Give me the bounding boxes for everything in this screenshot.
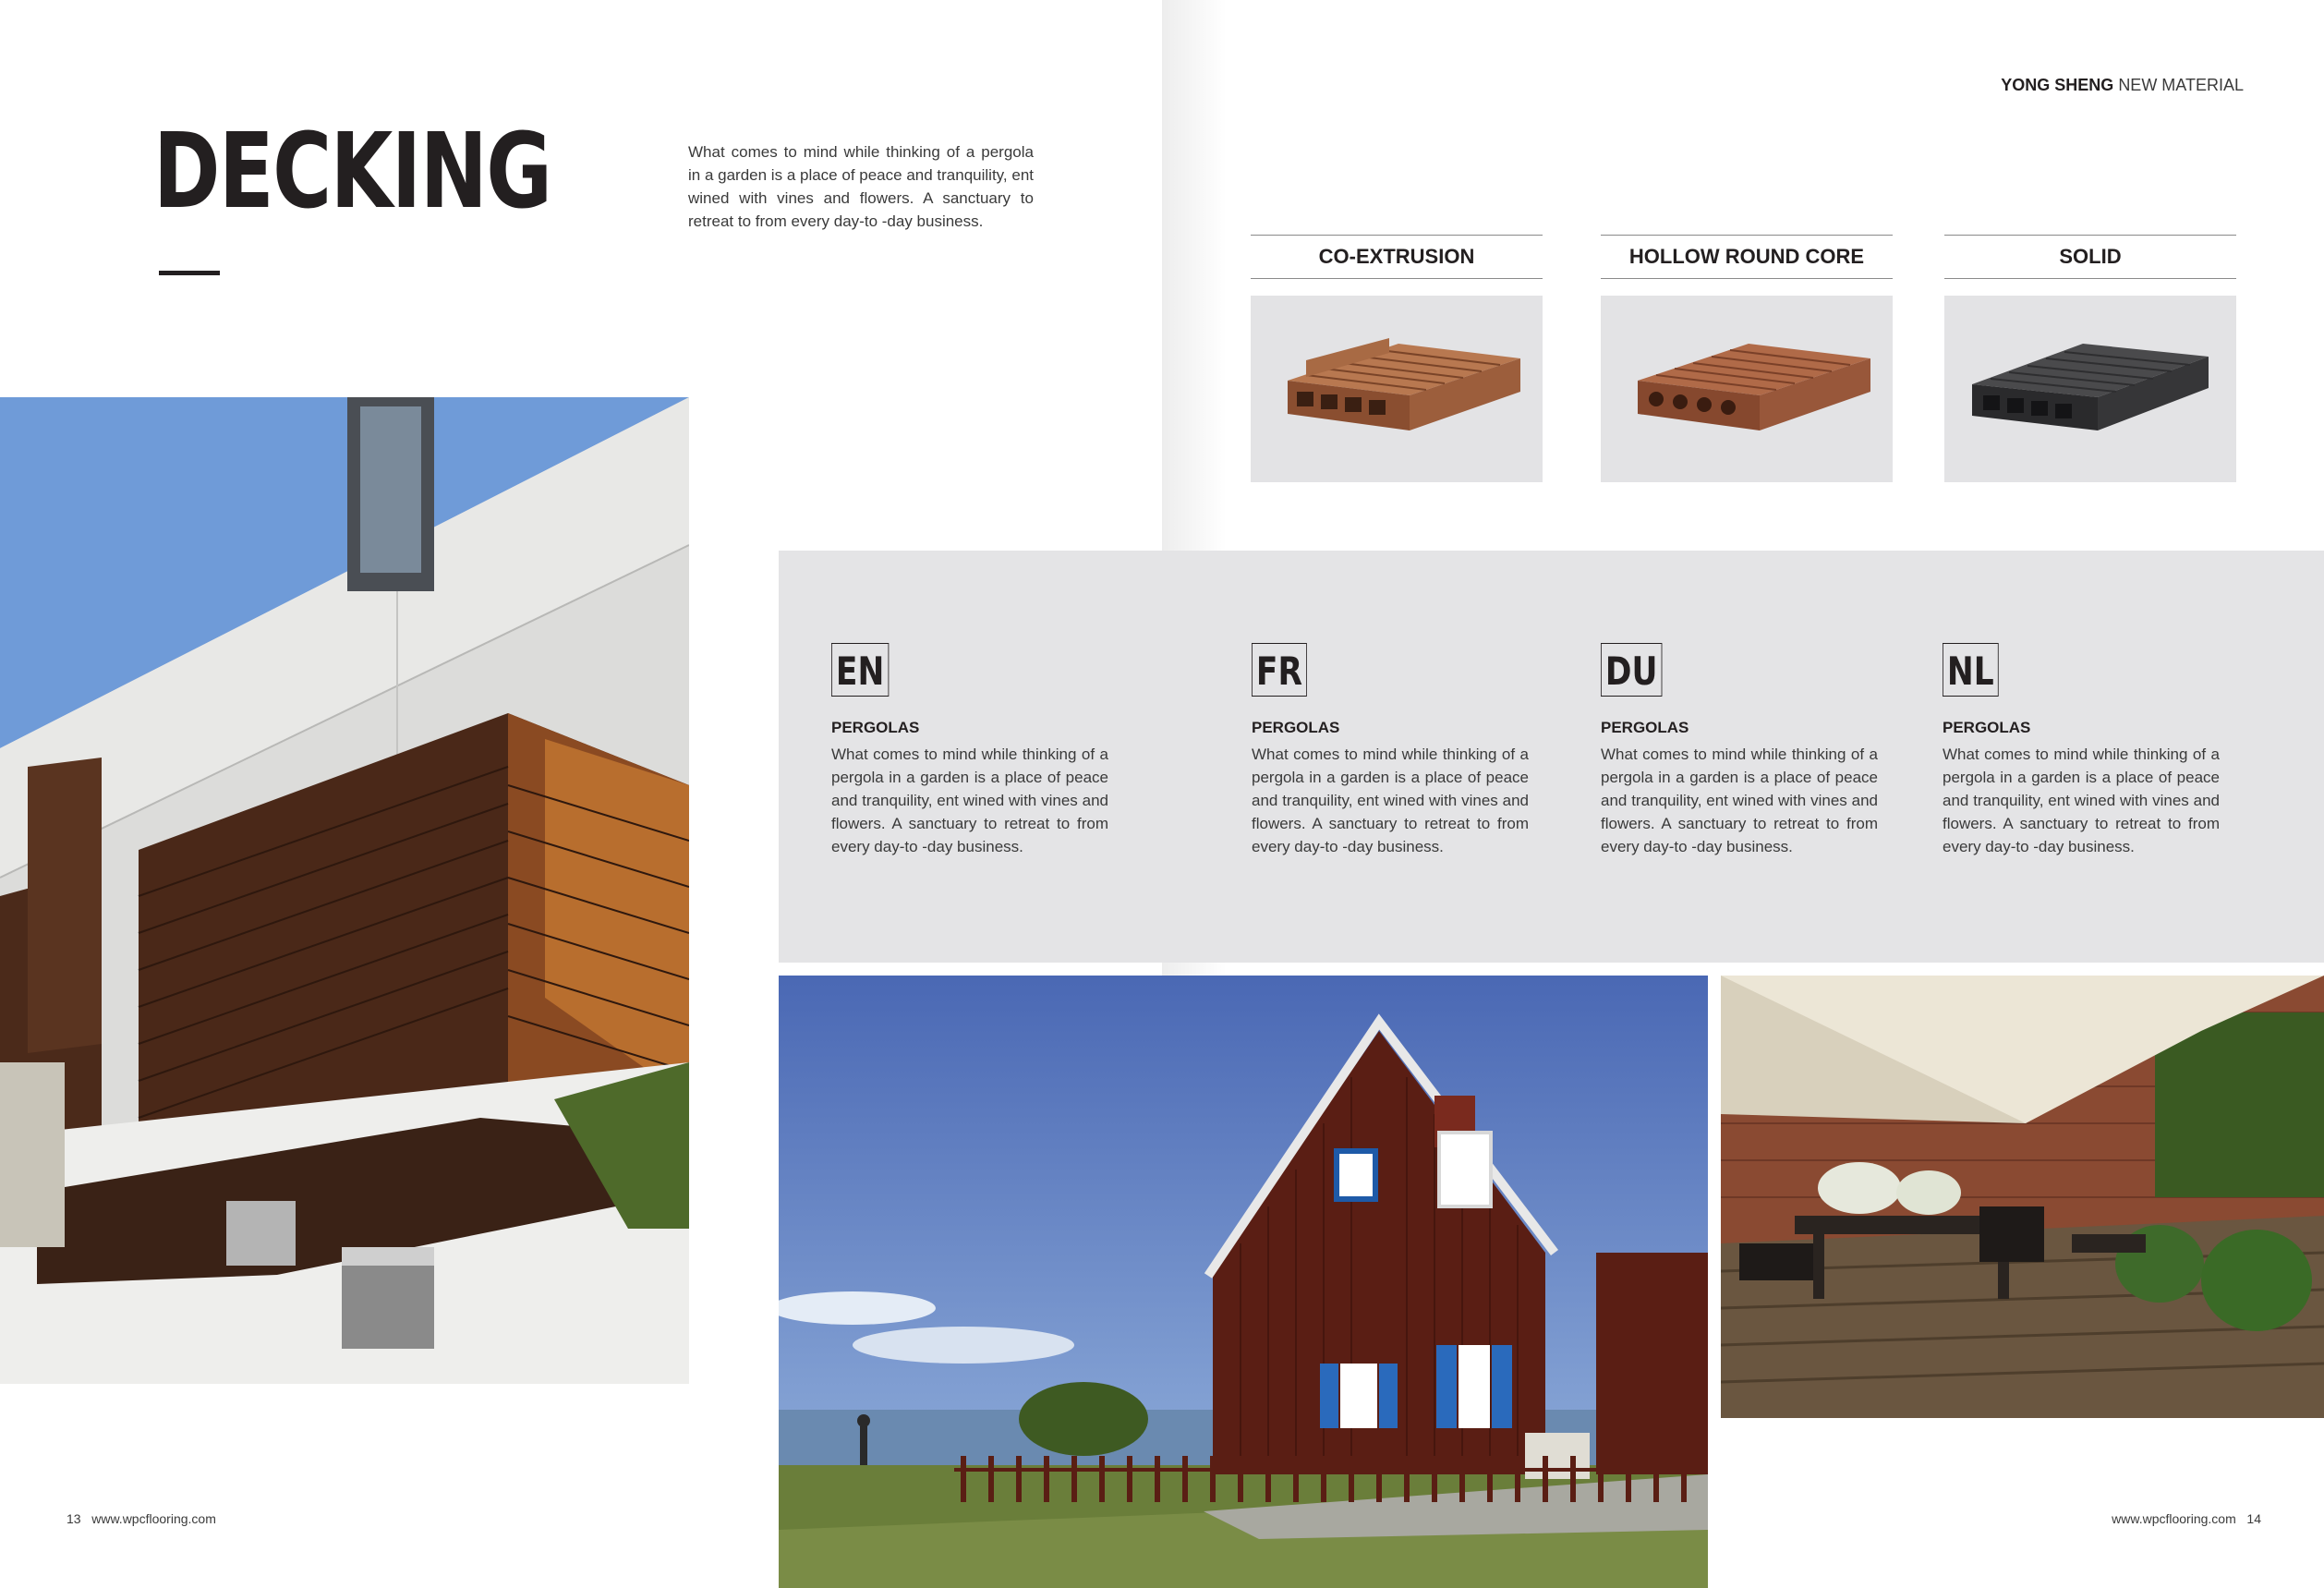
product-card-hollow-round-core [1601, 235, 1893, 482]
language-code-badge: NL [1943, 643, 1999, 697]
language-code-badge: DU [1601, 643, 1662, 697]
product-name: CO-EXTRUSION [1318, 245, 1475, 268]
intro-paragraph: What comes to mind while thinking of a pergola in a garden is a place of peace and tranquility, ent wined with vines and flowers. A sanctuary to retreat to from every day-to -day business. [688, 143, 1034, 230]
language-block-en [831, 643, 1108, 858]
decking-board-illustration [1251, 296, 1543, 482]
language-text: What comes to mind while thinking of a pergola in a garden is a place of peace and tranquility, ent wined with vines and flowers. A sanctuary to retreat to from every day-to -day business. [1601, 746, 1878, 855]
footer-url-right[interactable]: www.wpcflooring.com [2112, 1511, 2236, 1526]
language-heading: PERGOLAS [1252, 719, 1340, 736]
product-rule-bottom [1251, 278, 1543, 279]
product-name: HOLLOW ROUND CORE [1628, 245, 1865, 268]
product-image-solid [1944, 296, 2236, 482]
photo-wooden-house-seaside [779, 976, 1708, 1588]
product-rule-bottom [1944, 278, 2236, 279]
decking-board-illustration [1601, 296, 1893, 482]
product-image-co-extrusion [1251, 296, 1543, 482]
page-number-left: 13 [67, 1511, 81, 1526]
product-name: SOLID [2059, 245, 2122, 268]
photo-patio-courtyard [1721, 976, 2324, 1418]
brand-name-bold: YONG SHENG [2001, 76, 2114, 94]
footer-url-left[interactable]: www.wpcflooring.com [91, 1511, 216, 1526]
page-number-right: 14 [2246, 1511, 2261, 1526]
language-block-du [1601, 643, 1878, 858]
product-image-hollow-round-core [1601, 296, 1893, 482]
language-heading: PERGOLAS [1943, 719, 2031, 736]
language-code-badge: EN [831, 643, 889, 697]
language-text: What comes to mind while thinking of a pergola in a garden is a place of peace and tranquility, ent wined with vines and flowers. A sanctuary to retreat to from every day-to -day business. [831, 746, 1108, 855]
page-title: DECKING [153, 112, 551, 232]
product-card-co-extrusion [1251, 235, 1543, 482]
footer-right [2112, 1511, 2261, 1526]
product-rule-bottom [1601, 278, 1893, 279]
footer-left [67, 1511, 216, 1526]
language-heading: PERGOLAS [831, 719, 920, 736]
patio-illustration [1721, 976, 2324, 1418]
language-text: What comes to mind while thinking of a pergola in a garden is a place of peace and tranquility, ent wined with vines and flowers. A sanctuary to retreat to from every day-to -day business. [1943, 746, 2220, 855]
brand-label [2001, 76, 2244, 95]
language-text: What comes to mind while thinking of a pergola in a garden is a place of peace and tranquility, ent wined with vines and flowers. A sanctuary to retreat to from every day-to -day business. [1252, 746, 1529, 855]
wooden-house-illustration [779, 976, 1708, 1588]
language-block-fr [1252, 643, 1529, 858]
title-underline [159, 271, 220, 275]
decking-board-illustration [1944, 296, 2236, 482]
language-code-badge: FR [1252, 643, 1307, 697]
modern-house-illustration [0, 397, 689, 1384]
language-heading: PERGOLAS [1601, 719, 1689, 736]
product-card-solid [1944, 235, 2236, 482]
photo-modern-house-cladding [0, 397, 689, 1384]
language-block-nl [1943, 643, 2220, 858]
brand-name-regular: NEW MATERIAL [2118, 76, 2244, 94]
